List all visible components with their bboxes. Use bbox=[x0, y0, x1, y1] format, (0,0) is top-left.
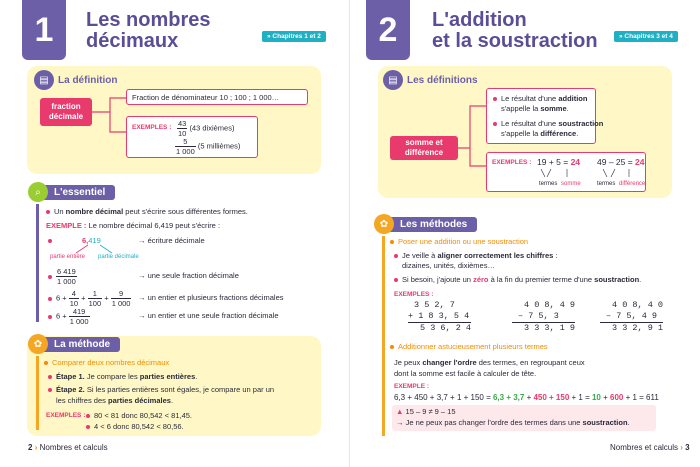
m1b1a: Je veille à bbox=[402, 251, 438, 260]
b1c: s'appelle la bbox=[501, 104, 541, 113]
ex-add-result: 24 bbox=[570, 157, 581, 167]
right-page bbox=[350, 0, 700, 467]
f3-n1: 4 bbox=[69, 289, 79, 299]
def-bullet-1-cont: s'appelle la somme. bbox=[501, 104, 569, 113]
label-integer-part: partie entière bbox=[50, 254, 86, 260]
m2-text-1 bbox=[394, 358, 585, 368]
bullet bbox=[493, 97, 497, 101]
examples-label: EXEMPLES : bbox=[132, 124, 172, 131]
footer-text: Nombres et calculs bbox=[39, 443, 108, 452]
ex-add-text: 19 + 5 = bbox=[537, 157, 571, 167]
m2ch: 600 bbox=[610, 393, 624, 402]
definition-label: La définition bbox=[58, 74, 118, 86]
form-3: 6 + $\frac{4}{10}$ + $\frac{1}{100}$ + $\frac{9}{1 000}$ bbox=[48, 289, 131, 308]
example-1 bbox=[177, 119, 234, 138]
chapter-number: 2 bbox=[366, 0, 410, 60]
methods-label: Les méthodes bbox=[386, 217, 477, 232]
f2-denominator: 1 000 bbox=[57, 277, 76, 286]
m2t1b: changer l'ordre bbox=[422, 358, 477, 367]
method-label: La méthode bbox=[40, 337, 120, 352]
bullet bbox=[48, 315, 52, 319]
b1b: addition bbox=[558, 94, 588, 103]
step2-text2: les chiffres des bbox=[56, 396, 108, 405]
m2-calc bbox=[394, 393, 659, 403]
m1-bullet-1-cont: dizaines, unités, dixièmes… bbox=[402, 261, 495, 270]
definition-term-text: fraction décimale bbox=[48, 102, 84, 121]
definition-header bbox=[34, 70, 127, 90]
essentiel-header bbox=[28, 182, 115, 202]
m2cb: 6,3 + 3,7 bbox=[492, 393, 525, 402]
m2ca: 6,3 + 450 + 3,7 + 1 + 150 = bbox=[394, 393, 493, 402]
definition-text: Fraction de dénominateur 10 ; 100 ; 1 000… bbox=[132, 93, 280, 102]
chapter-number: 1 bbox=[22, 0, 66, 60]
method-subtitle bbox=[44, 358, 169, 368]
m2cc: + bbox=[524, 393, 534, 402]
m2ce: + 1 = bbox=[569, 393, 592, 402]
m2-text-2: dont la somme est facile à calculer de tête. bbox=[394, 369, 537, 378]
footer-left: 2 › Nombres et calculs bbox=[28, 443, 108, 452]
calc1-line3: 5 3 6, 2 4 bbox=[420, 323, 472, 333]
label-decimal-part: partie décimale bbox=[98, 254, 139, 260]
calc3-line2: – 7 5, 4 9 bbox=[600, 311, 663, 323]
definition-text-box bbox=[126, 89, 308, 105]
f3-n2: 1 bbox=[88, 289, 103, 299]
b2d: différence bbox=[540, 129, 577, 138]
def-bullet-2-cont: s'appelle la différence. bbox=[501, 129, 579, 138]
method-examples-label: EXEMPLES : bbox=[46, 412, 86, 419]
chapter-ref-badge: » Chapitres 1 et 2 bbox=[262, 31, 326, 42]
warning-box bbox=[392, 405, 656, 431]
m2cf: 10 bbox=[591, 393, 601, 402]
chapter-ref-badge: » Chapitres 3 et 4 bbox=[614, 31, 678, 42]
m2t1a: Je peux bbox=[394, 358, 423, 367]
calc-subtraction-1 bbox=[512, 300, 575, 334]
m2t1c: des termes, en regroupant ceux bbox=[476, 358, 585, 367]
ex2-numerator: 5 bbox=[175, 137, 196, 147]
f2-numerator: 6 419 bbox=[57, 267, 76, 276]
f3-d2: 100 bbox=[88, 299, 102, 308]
definition-term bbox=[40, 98, 92, 126]
ex1-numerator: 43 bbox=[178, 119, 187, 128]
m1b2a: Si besoin, j'ajoute un bbox=[402, 275, 474, 284]
calc3-line3: 3 3 2, 9 1 bbox=[612, 323, 664, 333]
method-example-1-text: 80 < 81 donc 80,542 < 81,45. bbox=[94, 411, 193, 420]
term-arrows bbox=[531, 167, 641, 179]
calc1-line1: 3 5 2, 7 bbox=[414, 300, 455, 310]
step-2 bbox=[48, 385, 274, 395]
definitions-label: Les définitions bbox=[407, 74, 478, 86]
method-example-2-text: 4 < 6 donc 80,542 < 80,56. bbox=[94, 422, 184, 431]
title-line-1: Les nombres bbox=[86, 9, 211, 31]
bullet bbox=[390, 345, 394, 349]
step2-emph: parties décimales bbox=[107, 396, 171, 405]
warning-text-2b: soustraction bbox=[582, 418, 628, 427]
ess-example-text: Le nombre décimal 6,419 peut s'écrire : bbox=[86, 221, 221, 230]
ex-sub-text: 49 – 25 = bbox=[597, 157, 636, 167]
bullet bbox=[48, 375, 52, 379]
form-3-desc: → un entier et plusieurs fractions décimales bbox=[138, 293, 284, 302]
essentiel-example bbox=[46, 221, 220, 231]
warning-line-1 bbox=[396, 407, 456, 417]
f4-numerator: 419 bbox=[69, 307, 90, 317]
definitions-text-box bbox=[486, 88, 604, 144]
m1b2b: zéro bbox=[473, 275, 489, 284]
page-title bbox=[432, 10, 598, 52]
step1-label: Étape 1. bbox=[56, 372, 85, 381]
label-termes-1: termes bbox=[539, 181, 558, 187]
footer-text: Nombres et calculs bbox=[610, 443, 679, 452]
form-2 bbox=[48, 267, 77, 286]
bullet bbox=[48, 297, 52, 301]
essentiel-label: L'essentiel bbox=[40, 185, 115, 200]
definitions-term bbox=[390, 136, 458, 160]
page-title bbox=[86, 10, 210, 52]
m1-bullet-1 bbox=[394, 251, 558, 261]
title-line-1: L'addition bbox=[432, 9, 527, 31]
form-1 bbox=[48, 236, 56, 246]
m2-example-label: EXEMPLE : bbox=[394, 383, 430, 390]
m1-examples-label: EXEMPLES : bbox=[394, 291, 434, 298]
method-1-title-text: Poser une addition ou une soustraction bbox=[398, 237, 529, 246]
definitions-examples-box bbox=[486, 152, 646, 192]
f3-n3: 9 bbox=[111, 289, 132, 299]
label-termes-2: termes bbox=[597, 181, 616, 187]
page-number: 3 bbox=[685, 443, 690, 452]
ess-text-c: peut s'écrire sous différentes formes. bbox=[123, 207, 248, 216]
m2cd: 450 + 150 bbox=[533, 393, 570, 402]
method-example-2 bbox=[86, 422, 184, 432]
ess-text-b: nombre décimal bbox=[65, 207, 124, 216]
m1-bullet-2: Si besoin, j'ajoute un zéro à la fin du premier terme d'une soustraction. bbox=[394, 275, 641, 285]
def-bullet-2 bbox=[493, 119, 603, 129]
form-4: 6 + $\frac{419}{1 000}$ bbox=[48, 307, 90, 326]
m1b2c: à la fin du premier terme d'une bbox=[488, 275, 595, 284]
essentiel-intro bbox=[46, 207, 248, 217]
example-2 bbox=[175, 137, 240, 156]
definitions-header bbox=[383, 70, 488, 90]
definitions-term-text: somme et différence bbox=[404, 138, 444, 157]
step1-text: Je compare les bbox=[84, 372, 140, 381]
footer-right: Nombres et calculs › 3 bbox=[610, 443, 690, 452]
chapter-ref-text: Chapitres 3 et 4 bbox=[624, 33, 673, 40]
label-somme: somme bbox=[561, 181, 581, 187]
bullet bbox=[48, 239, 52, 243]
def-bullet-1 bbox=[493, 94, 587, 104]
form-2-desc: → une seule fraction décimale bbox=[138, 271, 239, 280]
f3-d3: 1 000 bbox=[111, 299, 131, 308]
bullet bbox=[493, 122, 497, 126]
f3-d1: 10 bbox=[69, 299, 79, 308]
bullet bbox=[394, 278, 398, 282]
calc-addition bbox=[408, 300, 471, 334]
bullet bbox=[390, 240, 394, 244]
warning-icon: ▲ bbox=[396, 407, 404, 416]
essentiel-bar bbox=[36, 204, 39, 322]
title-line-2: et la soustraction bbox=[432, 30, 598, 52]
form-4-desc: → un entier et une seule fraction décimale bbox=[138, 311, 279, 320]
page-number: 2 bbox=[28, 443, 33, 452]
calc2-line2: – 7 5, 3 bbox=[512, 311, 575, 323]
connector-lines bbox=[92, 96, 126, 146]
ex-sub-result: 24 bbox=[635, 157, 645, 167]
warning-text-1: 15 – 9 ≠ 9 – 15 bbox=[405, 407, 456, 416]
gear-icon: ✿ bbox=[28, 334, 48, 354]
bullet bbox=[86, 425, 90, 429]
step-1: Étape 1. Je compare les parties entières. bbox=[48, 372, 197, 382]
method-1-title bbox=[390, 237, 528, 247]
label-difference: différence bbox=[619, 181, 646, 187]
methods-header bbox=[374, 214, 477, 234]
method-header bbox=[28, 334, 120, 354]
bullet bbox=[46, 210, 50, 214]
method-example-1 bbox=[86, 411, 192, 421]
method-subtitle-text: Comparer deux nombres décimaux bbox=[52, 358, 170, 367]
bullet bbox=[86, 414, 90, 418]
examples-label: EXEMPLES : bbox=[492, 159, 532, 166]
b2c: s'appelle la bbox=[501, 129, 541, 138]
bullet bbox=[394, 254, 398, 258]
example-subtraction bbox=[597, 157, 645, 167]
method-bar bbox=[36, 356, 39, 430]
m1b1b: aligner correctement les chiffres bbox=[437, 251, 554, 260]
gear-icon: ✿ bbox=[374, 214, 394, 234]
ess-example-label: EXEMPLE : bbox=[46, 221, 87, 230]
step-2-cont: les chiffres des parties décimales. bbox=[56, 396, 174, 405]
bullet bbox=[44, 361, 48, 365]
ex1-text: (43 dixièmes) bbox=[189, 123, 235, 133]
warning-text-2: → Je ne peux pas changer l'ordre des termes dans une bbox=[396, 418, 583, 427]
m2cg: + bbox=[600, 393, 610, 402]
example-addition bbox=[537, 157, 580, 167]
b1d: somme bbox=[540, 104, 567, 113]
ex2-denominator: 1 000 bbox=[176, 147, 195, 156]
method-2-title bbox=[390, 342, 548, 352]
step2-text: Si les parties entières sont égales, je compare un par un bbox=[84, 385, 275, 394]
ex1-denominator: 10 bbox=[178, 129, 187, 138]
form-1-desc: → écriture décimale bbox=[138, 236, 205, 245]
ess-text-a: Un bbox=[54, 207, 66, 216]
book-icon: ▤ bbox=[34, 70, 54, 90]
bullet bbox=[48, 388, 52, 392]
method-2-title-text: Additionner astucieusement plusieurs termes bbox=[398, 342, 548, 351]
m1b1c: : bbox=[553, 251, 558, 260]
bullet bbox=[48, 275, 52, 279]
magnifier-icon: ⌕ bbox=[28, 182, 48, 202]
decimal-part: 419 bbox=[88, 236, 101, 245]
integer-part: 6, bbox=[82, 236, 89, 245]
calc3-line1: 4 0 8, 4 0 bbox=[612, 300, 664, 310]
calc-subtraction-2 bbox=[600, 300, 663, 334]
calc1-line2: + 1 8 3, 5 4 bbox=[408, 311, 470, 321]
ex2-text: (5 millièmes) bbox=[197, 141, 241, 151]
b1a: Le résultat d'une bbox=[501, 94, 559, 103]
warning-line-2: → Je ne peux pas changer l'ordre des termes dans une soustraction. bbox=[396, 418, 630, 427]
methods-bar bbox=[382, 236, 385, 436]
definition-examples-box bbox=[126, 116, 258, 158]
chapter-ref-text: Chapitres 1 et 2 bbox=[272, 33, 321, 40]
b2a: Le résultat d'une bbox=[501, 119, 559, 128]
b2b: soustraction bbox=[558, 119, 604, 128]
calc2-line3: 3 3 3, 1 9 bbox=[524, 323, 576, 333]
f4-denominator: 1 000 bbox=[69, 317, 89, 326]
step2-label: Étape 2. bbox=[56, 385, 85, 394]
m2ci: + 1 = 611 bbox=[623, 393, 659, 402]
title-line-2: décimaux bbox=[86, 30, 179, 52]
connector-lines bbox=[458, 96, 488, 170]
step1-emph: parties entières bbox=[139, 372, 196, 381]
book-icon: ▤ bbox=[383, 70, 403, 90]
calc2-line1: 4 0 8, 4 9 bbox=[524, 300, 576, 310]
m1b2d: soustraction bbox=[594, 275, 640, 284]
